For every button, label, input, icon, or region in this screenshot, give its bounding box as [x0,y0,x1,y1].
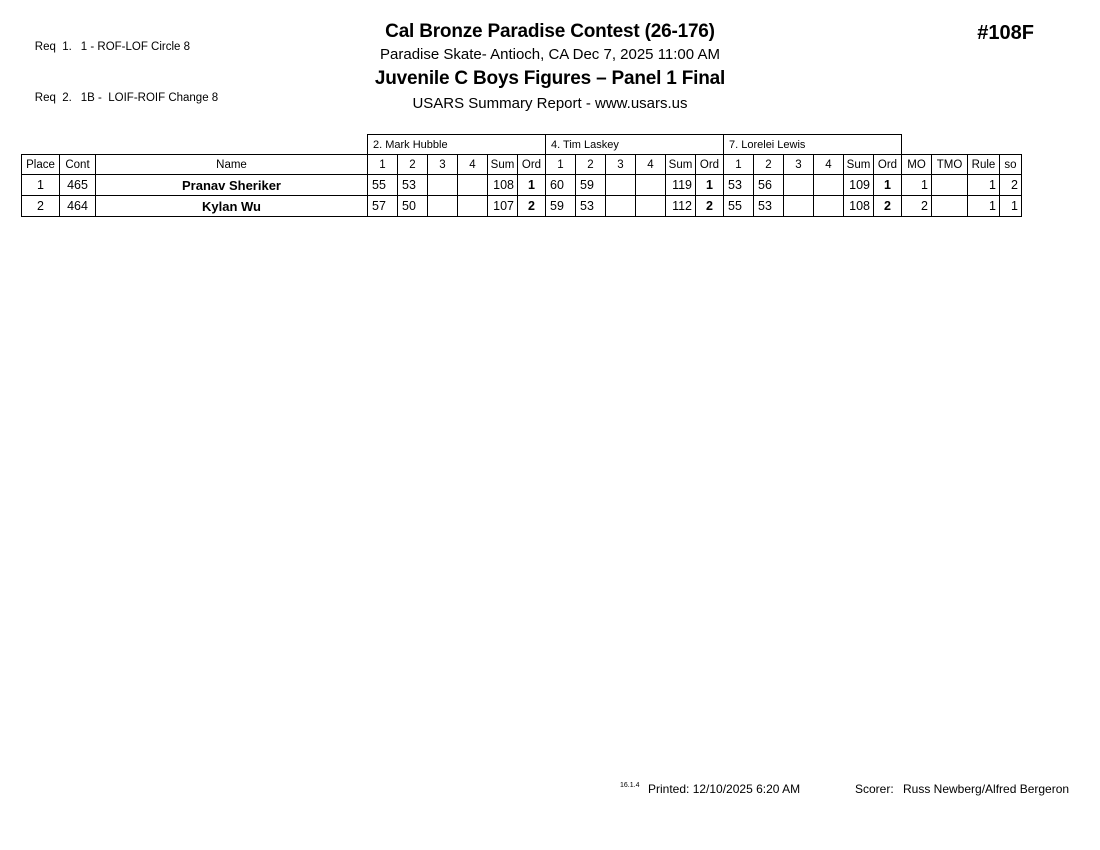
cell-j1-fig4 [458,196,488,217]
header-so: so [1000,155,1022,175]
cell-so: 2 [1000,175,1022,196]
column-header-row [22,155,1022,175]
spacer-cell [902,135,932,155]
cell-j1-fig1: 55 [368,175,398,196]
cell-place: 2 [22,196,60,217]
cell-j1-sum: 108 [488,175,518,196]
cell-j2-sum: 112 [666,196,696,217]
spacer-cell [96,135,368,155]
cell-j1-ord: 1 [518,175,546,196]
spacer-cell [60,135,96,155]
table-row [22,175,1022,196]
header-j1-fig4: 4 [458,155,488,175]
cell-j3-fig2: 56 [754,175,784,196]
requirement-label: Req 1. [34,41,72,53]
header-j2-sum: Sum [666,155,696,175]
cell-j1-fig4 [458,175,488,196]
requirement-label: Req 2. [34,92,72,104]
header-mo: MO [902,155,932,175]
judge-header-3: 7. Lorelei Lewis [724,135,902,155]
cell-j3-sum: 109 [844,175,874,196]
spacer-cell [968,135,1000,155]
header-tmo: TMO [932,155,968,175]
spacer-cell [932,135,968,155]
cell-j1-ord: 2 [518,196,546,217]
requirement-text: 1B - LOIF-ROIF Change 8 [80,92,219,104]
scorer-label: Scorer: [855,782,894,796]
cell-j2-fig1: 60 [546,175,576,196]
document-header [0,20,1100,116]
venue-datetime: Paradise Skate- Antioch, CA Dec 7, 2025 11:00 AM [380,46,720,63]
header-j1-fig3: 3 [428,155,458,175]
cell-rule: 1 [968,196,1000,217]
header-rule: Rule [968,155,1000,175]
printed-timestamp: Printed: 12/10/2025 6:20 AM [648,782,801,796]
cell-rule: 1 [968,175,1000,196]
header-place: Place [22,155,60,175]
header-j1-fig2: 2 [398,155,428,175]
header-j1-fig1: 1 [368,155,398,175]
cell-j1-fig2: 50 [398,196,428,217]
results-table-wrapper [21,134,1022,217]
cell-j3-fig1: 55 [724,196,754,217]
header-j3-sum: Sum [844,155,874,175]
cell-mo: 2 [902,196,932,217]
header-j2-ord: Ord [696,155,724,175]
judge-header-2: 4. Tim Laskey [546,135,724,155]
results-table [21,134,1022,217]
cell-j2-fig4 [636,196,666,217]
version-mark: 16.1.4 [620,782,640,789]
cell-cont: 465 [60,175,96,196]
cell-j2-sum: 119 [666,175,696,196]
cell-so: 1 [1000,196,1022,217]
cell-j2-fig2: 53 [576,196,606,217]
cell-j1-fig3 [428,175,458,196]
header-j3-ord: Ord [874,155,902,175]
sheet-number: #108F [977,22,1034,44]
cell-j3-fig3 [784,175,814,196]
cell-j2-fig3 [606,196,636,217]
cell-mo: 1 [902,175,932,196]
header-j2-fig1: 1 [546,155,576,175]
cell-tmo [932,175,968,196]
event-title: Juvenile C Boys Figures – Panel 1 Final [374,68,726,89]
header-j3-fig1: 1 [724,155,754,175]
header-j2-fig3: 3 [606,155,636,175]
cell-j2-fig3 [606,175,636,196]
cell-j3-fig1: 53 [724,175,754,196]
cell-cont: 464 [60,196,96,217]
header-name: Name [96,155,368,175]
cell-j3-sum: 108 [844,196,874,217]
cell-j3-fig3 [784,196,814,217]
cell-j2-ord: 2 [696,196,724,217]
cell-j2-fig2: 59 [576,175,606,196]
header-j3-fig4: 4 [814,155,844,175]
cell-j1-fig3 [428,196,458,217]
spacer-cell [22,135,60,155]
judge-header-1: 2. Mark Hubble [368,135,546,155]
cell-j1-fig2: 53 [398,175,428,196]
cell-j3-fig2: 53 [754,196,784,217]
cell-j1-fig1: 57 [368,196,398,217]
header-j1-sum: Sum [488,155,518,175]
contest-title: Cal Bronze Paradise Contest (26-176) [385,21,715,42]
spacer-cell [1000,135,1022,155]
header-j2-fig2: 2 [576,155,606,175]
cell-name: Kylan Wu [96,196,368,217]
cell-j3-fig4 [814,196,844,217]
table-row [22,196,1022,217]
judge-band-row [22,135,1022,155]
cell-j2-ord: 1 [696,175,724,196]
report-subtitle: USARS Summary Report - www.usars.us [412,95,688,112]
header-j3-fig2: 2 [754,155,784,175]
cell-j2-fig1: 59 [546,196,576,217]
cell-place: 1 [22,175,60,196]
cell-j3-ord: 2 [874,196,902,217]
cell-j3-ord: 1 [874,175,902,196]
scorer-name: Russ Newberg/Alfred Bergeron [903,782,1070,796]
cell-j3-fig4 [814,175,844,196]
header-j1-ord: Ord [518,155,546,175]
cell-j1-sum: 107 [488,196,518,217]
cell-j2-fig4 [636,175,666,196]
cell-tmo [932,196,968,217]
header-j2-fig4: 4 [636,155,666,175]
header-cont: Cont [60,155,96,175]
cell-name: Pranav Sheriker [96,175,368,196]
header-j3-fig3: 3 [784,155,814,175]
requirement-text: 1 - ROF-LOF Circle 8 [80,41,191,53]
